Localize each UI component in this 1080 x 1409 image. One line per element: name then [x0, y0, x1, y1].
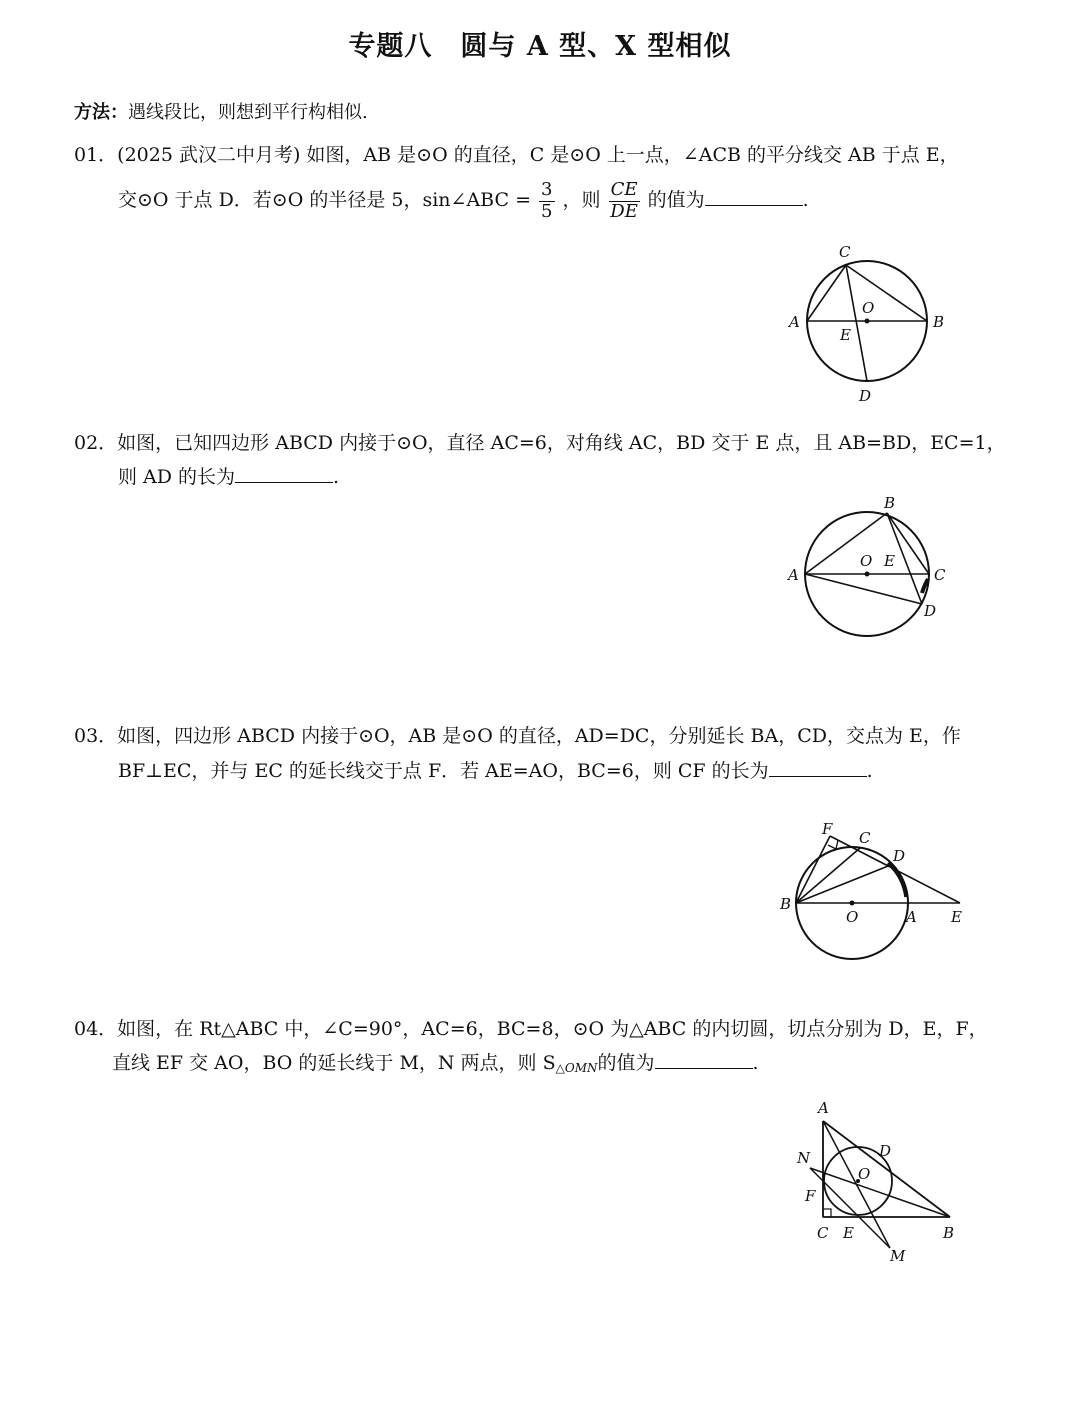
q2-center-dot: [865, 572, 870, 577]
q3-line2-text: BF⊥EC，并与 EC 的延长线交于点 F．若 AE=AO，BC=6，则 CF 的长为: [118, 760, 769, 782]
q2-line1: 02．如图，已知四边形 ABCD 内接于⊙O，直径 AC=6，对角线 AC，BD 交于 E 点，且 AB=BD，EC=1，: [74, 432, 1006, 454]
q3-label-f: F: [822, 820, 833, 838]
q2-end: .: [333, 466, 340, 488]
q4-label-m: M: [890, 1247, 906, 1265]
q1-label-e: E: [840, 326, 851, 344]
q2-label-b: B: [884, 494, 896, 512]
q1-fraction-ce-de: [609, 180, 640, 222]
q3-center-dot: [850, 901, 855, 906]
q3-end: .: [866, 760, 873, 782]
q2-label-c: C: [934, 566, 946, 584]
q3-label-a: A: [906, 908, 917, 926]
q3-figure: [775, 818, 975, 963]
q2-chord-ad: [805, 574, 922, 604]
q4-line2-a: 直线 EF 交 AO，BO 的延长线于 M，N 两点，则 S: [112, 1052, 556, 1074]
q4-area-subscript: △OMN: [555, 1061, 598, 1075]
q1-label-d: D: [859, 387, 872, 405]
q3-line-bd: [796, 864, 893, 903]
q2-chord-ab: [805, 513, 887, 574]
q3-line-bc: [796, 848, 860, 903]
q4-side-ab: [823, 1121, 950, 1217]
q4-label-a: A: [818, 1099, 829, 1117]
method-label: 方法：: [74, 102, 128, 123]
q1-line2: [118, 180, 809, 222]
method-line: [74, 98, 368, 124]
q4-figure: [790, 1093, 970, 1268]
q2-line2: [118, 468, 339, 487]
q3-label-b: B: [780, 895, 792, 913]
q4-label-b: B: [943, 1224, 955, 1242]
q4-label-o: O: [858, 1165, 871, 1183]
q3-label-d: D: [893, 847, 906, 865]
q4-right-angle-mark: [823, 1209, 831, 1217]
q4-label-d: D: [879, 1142, 892, 1160]
q4-line2-b: 的值为: [597, 1052, 655, 1074]
q1-figure: [780, 238, 960, 408]
q1-label-b: B: [933, 313, 945, 331]
q1-label-a: A: [789, 313, 800, 331]
q3-line1: 03．如图，四边形 ABCD 内接于⊙O，AB 是⊙O 的直径，AD=DC，分别延长 BA，CD，交点为 E，作: [74, 725, 961, 747]
q1-center-dot: [865, 319, 870, 324]
q4-label-c: C: [817, 1224, 829, 1242]
q3-answer-blank[interactable]: [769, 774, 867, 777]
q1-chord-cd: [846, 265, 867, 381]
q1-line1: 01．(2025 武汉二中月考) 如图，AB 是⊙O 的直径，C 是⊙O 上一点，∠ACB 的平分线交 AB 于点 E，: [74, 144, 959, 166]
q1-frac1-den: 5: [541, 200, 553, 222]
q1-label-c: C: [839, 243, 851, 261]
q1-line2-a: 交⊙O 于点 D．若⊙O 的半径是 5，sin∠ABC =: [118, 189, 531, 212]
q2-line2-text: 则 AD 的长为: [118, 466, 236, 488]
q2-label-e: E: [884, 552, 895, 570]
q1-chord-cb: [846, 265, 927, 321]
q1-line2-b: ，则: [562, 189, 601, 212]
q1-frac2-den: DE: [610, 200, 638, 222]
q1-label-o: O: [862, 299, 875, 317]
q1-line2-c: 的值为: [647, 189, 705, 212]
method-text: 遇线段比，则想到平行构相似.: [128, 102, 368, 123]
q2-label-a: A: [788, 566, 799, 584]
q3-line-bf: [796, 836, 830, 903]
q3-right-angle-mark: [828, 840, 838, 849]
q1-frac2-num: CE: [610, 179, 638, 200]
q4-label-e: E: [843, 1224, 854, 1242]
q1-frac1-num: 3: [541, 179, 553, 200]
q3-label-o: O: [846, 908, 859, 926]
q3-line2: [118, 762, 873, 781]
q2-figure: [780, 493, 960, 643]
q4-line1: 04．如图，在 Rt△ABC 中，∠C=90°，AC=6，BC=8，⊙O 为△ABC 的内切圆，切点分别为 D，E，F，: [74, 1018, 988, 1040]
page-title: 专题八 圆与 A 型、X 型相似: [348, 31, 732, 62]
q4-answer-blank[interactable]: [655, 1066, 753, 1069]
q2-answer-blank[interactable]: [235, 480, 333, 483]
q1-answer-blank[interactable]: [705, 203, 803, 206]
q3-label-e: E: [951, 908, 962, 926]
q4-label-f: F: [805, 1187, 816, 1205]
q4-line2: [112, 1054, 759, 1074]
q3-label-c: C: [859, 829, 871, 847]
q2-label-o: O: [860, 552, 873, 570]
q1-fraction-sin: [539, 180, 554, 222]
q1-end: .: [802, 189, 809, 212]
q2-label-d: D: [924, 602, 937, 620]
q4-end: .: [752, 1052, 759, 1074]
q4-label-n: N: [797, 1149, 811, 1167]
